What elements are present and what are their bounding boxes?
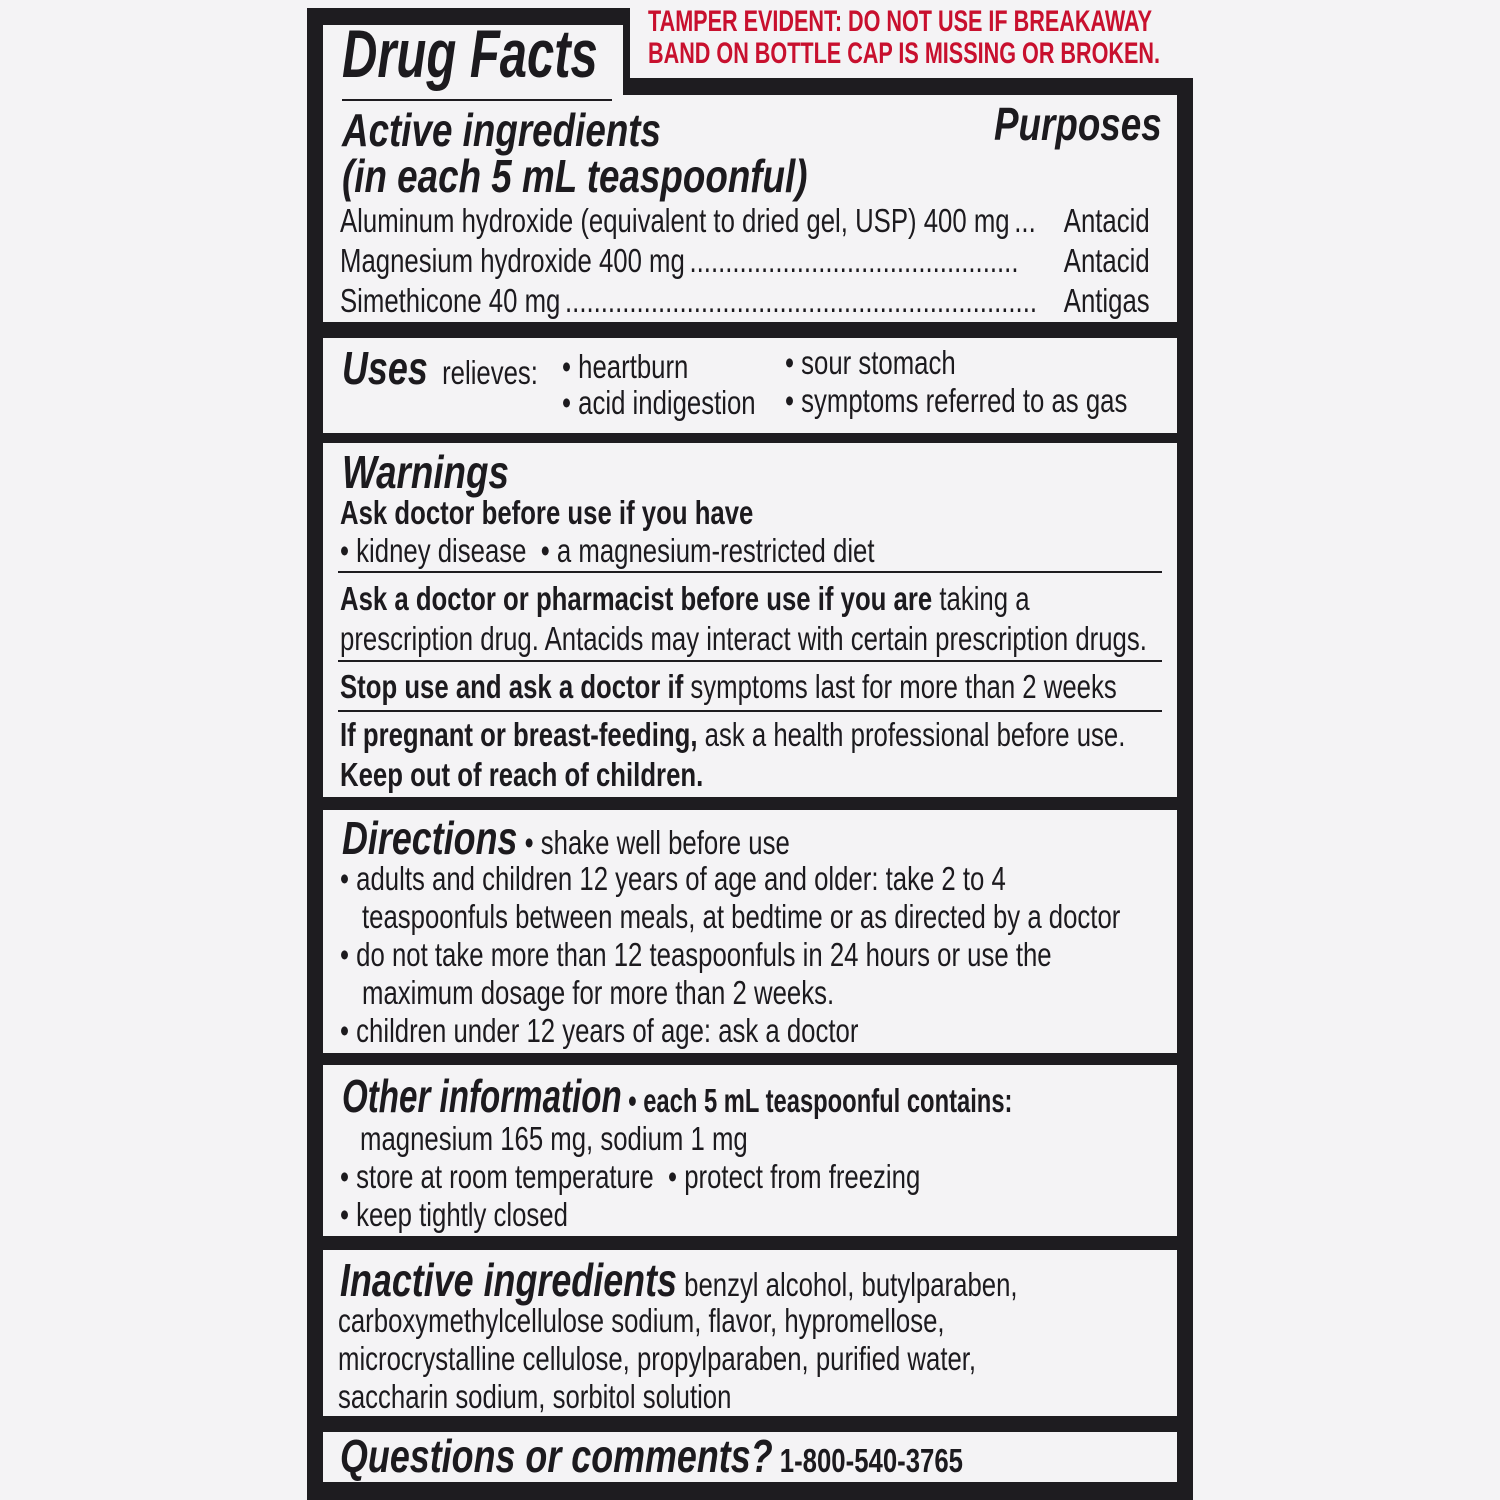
divider — [338, 660, 1162, 662]
pharmacist-warning-2: prescription drug. Antacids may interact with certain prescription drugs. — [340, 620, 1147, 657]
use-item: • sour stomach — [785, 344, 956, 381]
divider — [338, 710, 1162, 712]
leader: .............................................. — [689, 242, 1019, 279]
inactive-line: microcrystalline cellulose, propylparaben, purified water, — [338, 1340, 977, 1377]
uses-intro: relieves: — [442, 354, 538, 391]
inactive-line: carboxymethylcellulose sodium, flavor, hypromellose, — [338, 1302, 945, 1339]
inactive-line: saccharin sodium, sorbitol solution — [338, 1378, 732, 1415]
page-title: Drug Facts — [342, 16, 598, 92]
direction-item: • do not take more than 12 teaspoonfuls in 24 hours or use the — [340, 936, 1052, 973]
active-heading: Active ingredients — [342, 104, 662, 156]
stop-use-warning: Stop use and ask a doctor if symptoms last for more than 2 weeks — [340, 668, 1117, 705]
other-line — [342, 1070, 1012, 1127]
active-subheading: (in each 5 mL teaspoonful) — [342, 150, 808, 202]
other-heading: Other information — [342, 1070, 622, 1122]
use-item: • heartburn — [562, 348, 689, 385]
other-item: • store at room temperature • protect from freezing — [340, 1158, 921, 1195]
divider — [338, 571, 1162, 573]
ask-doctor-items: • kidney disease • a magnesium-restricted diet — [340, 532, 875, 569]
directions-heading: Directions — [342, 812, 518, 864]
use-item: • symptoms referred to as gas — [785, 382, 1128, 419]
uses-heading: Uses — [342, 342, 428, 394]
inactive-heading: Inactive ingredients — [340, 1254, 677, 1306]
ingredient-name: Aluminum hydroxide (equivalent to dried gel, USP) 400 mg — [340, 202, 1010, 239]
inactive-line: benzyl alcohol, butylparaben, — [684, 1266, 1018, 1303]
other-item: • keep tightly closed — [340, 1196, 568, 1233]
leader: .................................................................. — [565, 282, 1038, 319]
direction-item: • shake well before use — [524, 824, 790, 861]
uses-line — [342, 342, 538, 399]
ingredient-row-2 — [340, 242, 1150, 280]
purposes-heading: Purposes — [994, 98, 1162, 150]
direction-item-cont: teaspoonfuls between meals, at bedtime or as directed by a doctor — [362, 898, 1121, 935]
pregnancy-warning: If pregnant or breast-feeding, ask a health professional before use. — [340, 716, 1126, 753]
ingredient-row-3 — [340, 282, 1150, 320]
phone-number[interactable]: 1-800-540-3765 — [779, 1442, 963, 1479]
leader: ... — [1014, 202, 1036, 239]
keep-out-warning: Keep out of reach of children. — [340, 756, 704, 793]
direction-item: • children under 12 years of age: ask a doctor — [340, 1012, 859, 1049]
warnings-heading: Warnings — [342, 446, 509, 498]
purpose: Antacid — [1063, 242, 1150, 279]
other-contents: magnesium 165 mg, sodium 1 mg — [360, 1120, 748, 1157]
tamper-warning-line1: TAMPER EVIDENT: DO NOT USE IF BREAKAWAY — [648, 5, 1153, 38]
purpose: Antacid — [1063, 202, 1150, 239]
divider — [342, 99, 612, 101]
purpose: Antigas — [1063, 282, 1150, 319]
questions-heading: Questions or comments? — [340, 1430, 773, 1482]
ingredient-name: Magnesium hydroxide 400 mg — [340, 242, 685, 279]
direction-item: • adults and children 12 years of age and older: take 2 to 4 — [340, 860, 1006, 897]
other-first: • each 5 mL teaspoonful contains: — [628, 1082, 1013, 1119]
ingredient-row-1 — [340, 202, 1150, 240]
ingredient-name: Simethicone 40 mg — [340, 282, 561, 319]
use-item: • acid indigestion — [562, 384, 756, 421]
ask-doctor: Ask doctor before use if you have — [340, 494, 754, 531]
direction-item-cont: maximum dosage for more than 2 weeks. — [362, 974, 835, 1011]
tamper-warning-line2: BAND ON BOTTLE CAP IS MISSING OR BROKEN. — [648, 37, 1161, 70]
questions-line — [340, 1430, 963, 1487]
pharmacist-warning: Ask a doctor or pharmacist before use if you are taking a — [340, 580, 1030, 617]
